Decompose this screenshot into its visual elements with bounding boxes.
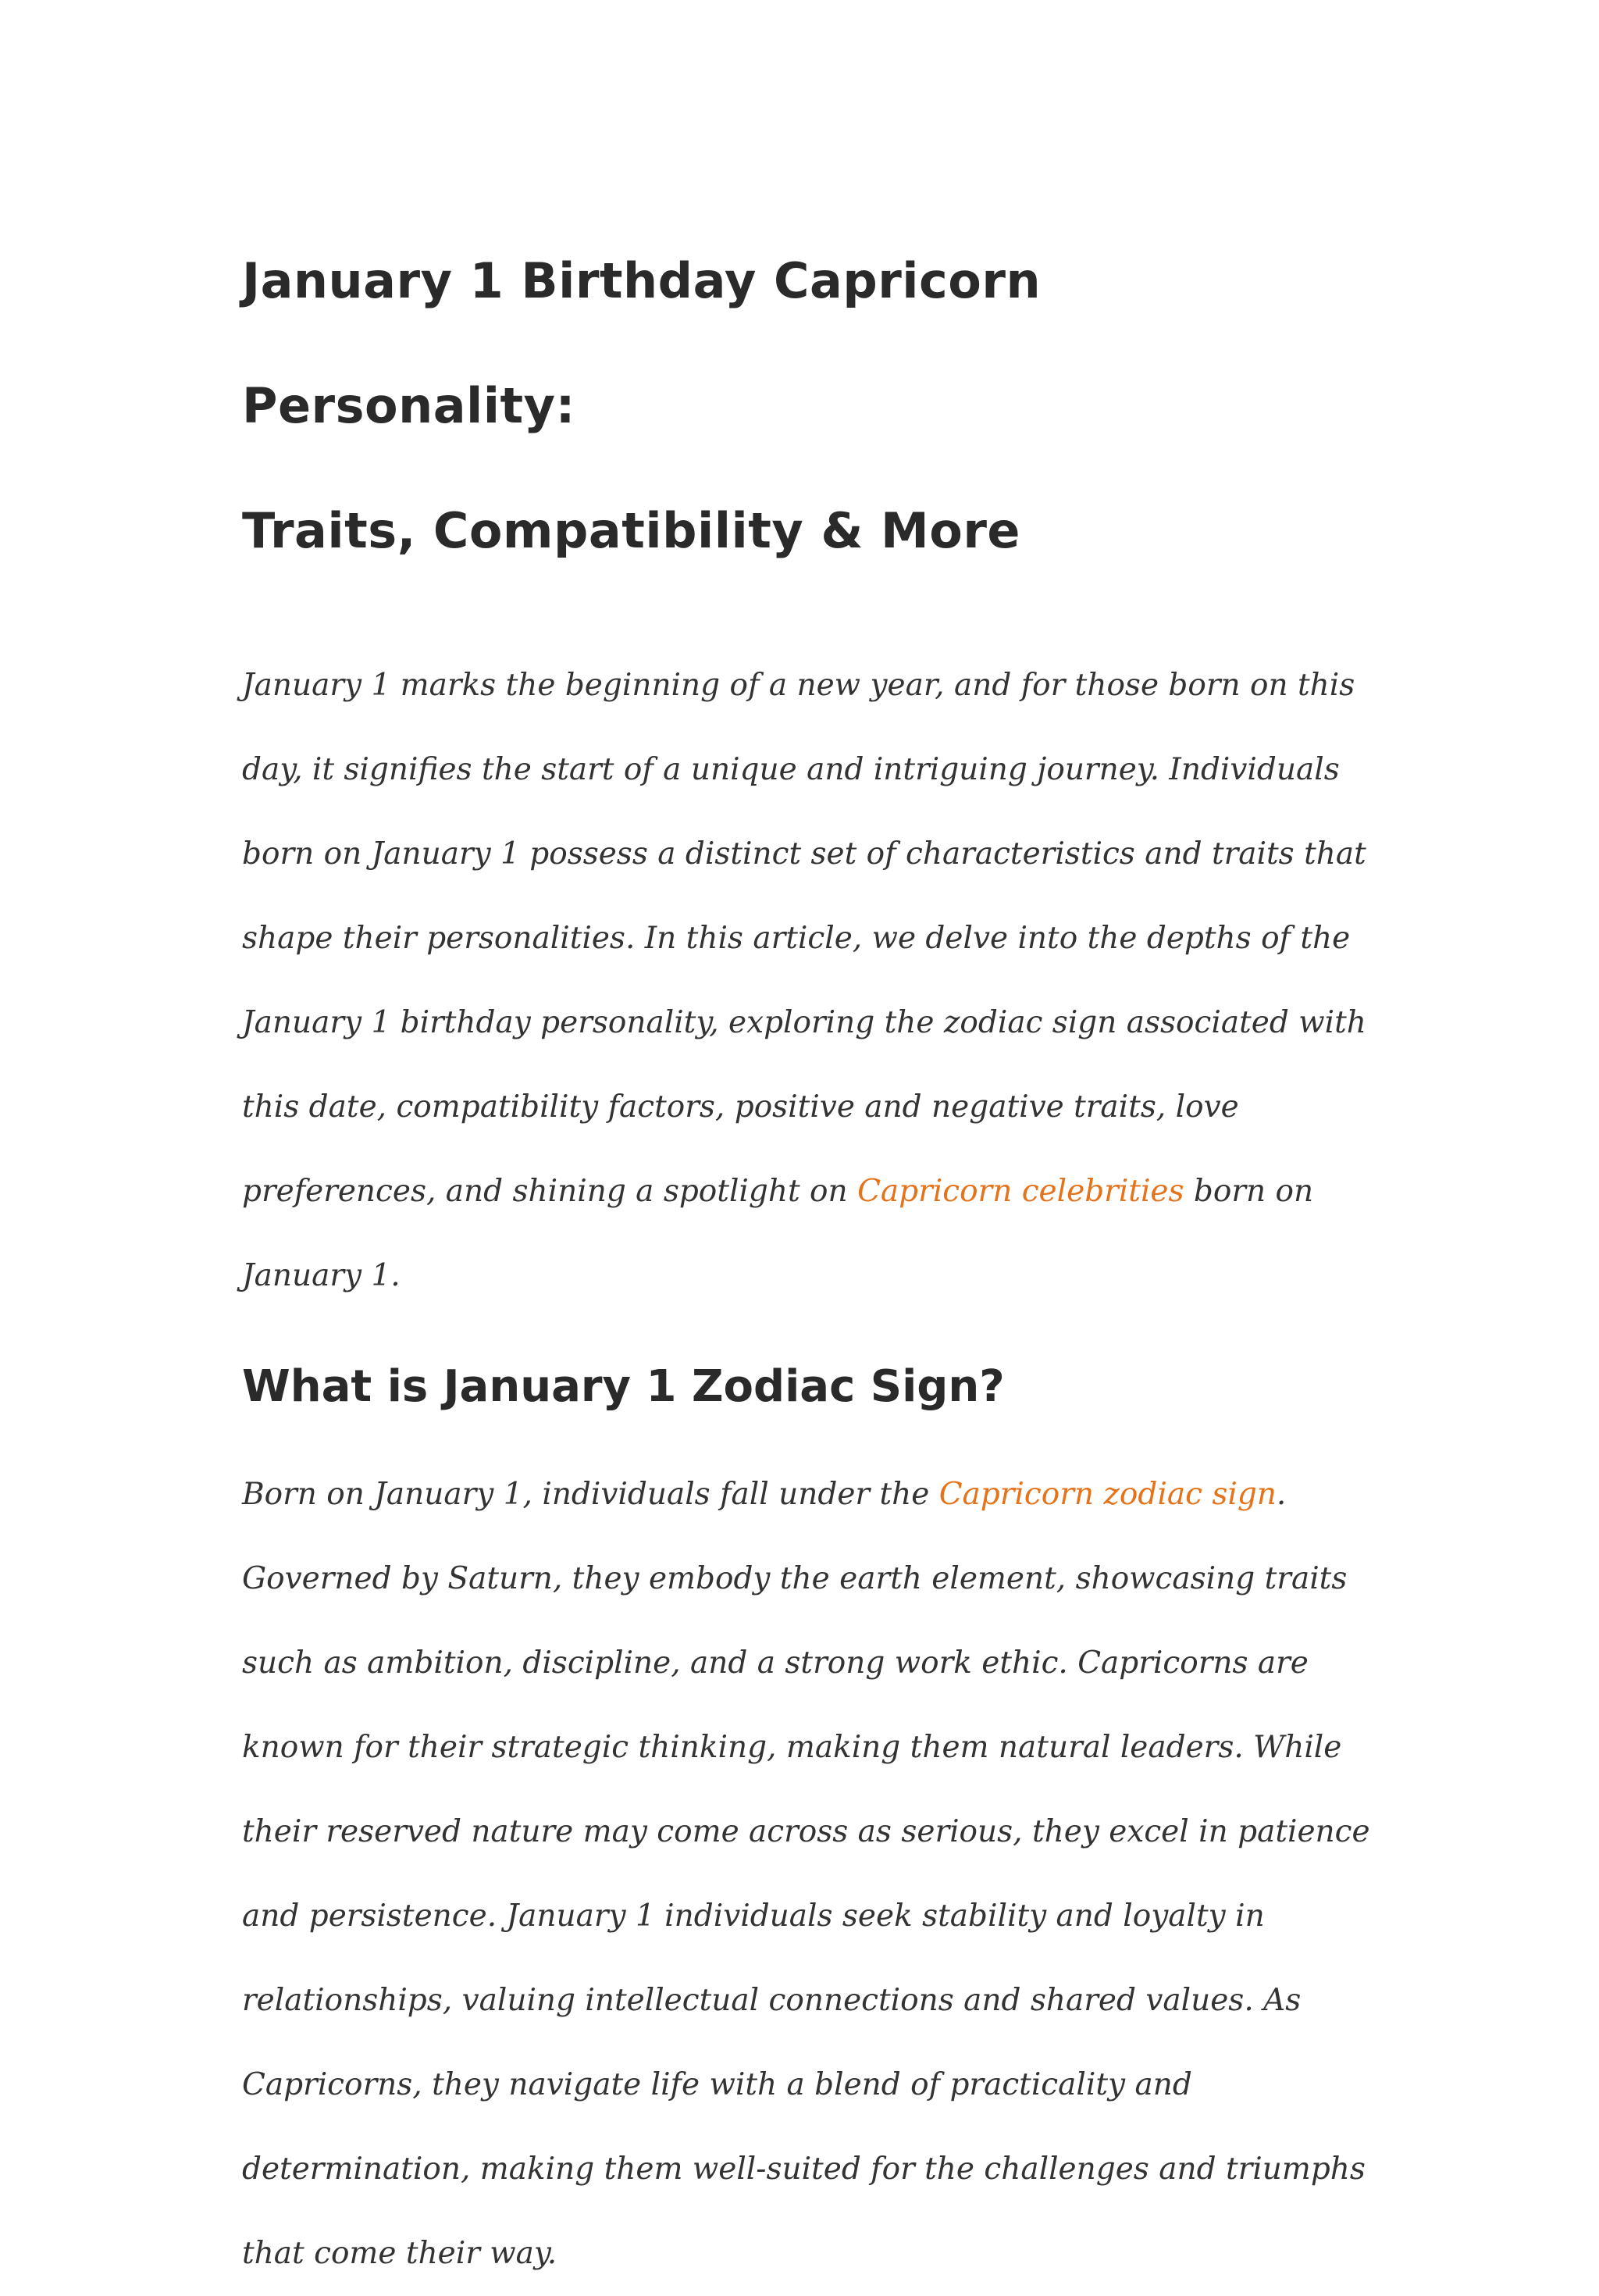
zodiac-text-before-link: Born on January 1, individuals fall under the	[242, 1477, 939, 1512]
zodiac-sign-paragraph	[242, 1453, 1382, 2296]
article-title-line2: Traits, Compatibility & More	[242, 502, 1020, 559]
article-title-line1: January 1 Birthday Capricorn Personality:	[242, 252, 1042, 434]
intro-text-after-link: born on January 1.	[242, 1174, 1314, 1293]
capricorn-celebrities-link[interactable]: Capricorn celebrities	[857, 1174, 1184, 1209]
zodiac-text-after-link: . Governed by Saturn, they embody the earth element, showcasing traits such as ambition, discipline, and a strong work ethic. Capricorns are known for their strategic thinking, making them natural leaders. While their reserved nature may come across as serious, they excel in patience and persistence. January 1 individuals seek stability and loyalty in relationships, valuing intellectual connections and shared values. As Capricorns, they navigate life with a blend of practicality and determination, making them well-suited for the challenges and triumphs that come their way.	[242, 1477, 1370, 2271]
article	[242, 219, 1382, 2296]
intro-paragraph	[242, 644, 1382, 1318]
intro-text-before-link: January 1 marks the beginning of a new year, and for those born on this day, it signifies the start of a unique and intriguing journey. Individuals born on January 1 possess a distinct set of characteristics and traits that shape their personalities. In this article, we delve into the depths of the January 1 birthday personality, exploring the zodiac sign associated with this date, compatibility factors, positive and negative traits, love preferences, and shining a spotlight on	[242, 668, 1366, 1209]
article-title	[242, 219, 1382, 594]
capricorn-zodiac-sign-link[interactable]: Capricorn zodiac sign	[938, 1477, 1277, 1512]
section-heading-zodiac-sign: What is January 1 Zodiac Sign?	[242, 1361, 1005, 1412]
